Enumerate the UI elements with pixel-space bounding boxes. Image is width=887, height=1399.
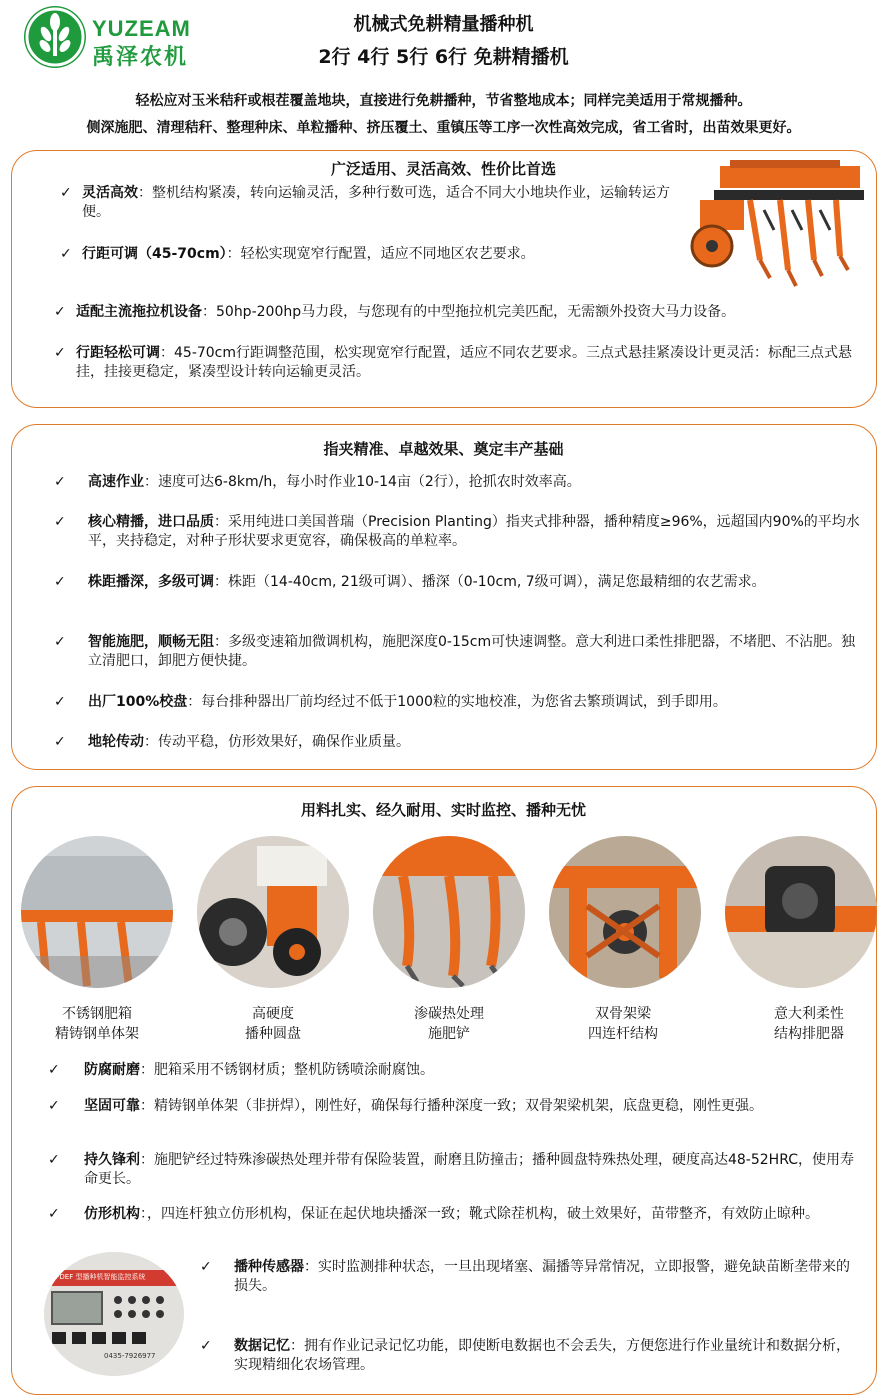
- photo-caption: 意大利柔性 结构排肥器: [774, 1006, 844, 1042]
- checkmark-icon: ✓: [54, 514, 66, 530]
- checkmark-icon: ✓: [54, 634, 66, 650]
- checkmark-icon: ✓: [54, 574, 66, 590]
- checkmark-icon: ✓: [60, 246, 72, 262]
- checkmark-icon: ✓: [54, 304, 66, 320]
- list-item: [60, 245, 680, 264]
- list-item: [54, 513, 864, 551]
- item-text: ：多级变速箱加微调机构，施肥深度0-15cm可快速调整。意大利进口柔性排肥器，不堵肥、不沾肥。独立清肥口，卸肥方便快捷。: [88, 634, 856, 669]
- item-text: ：，四连杆独立仿形机构，保证在起伏地块播深一致；靴式除茬机构，破土效果好，苗带整齐，有效防止晾种。: [140, 1206, 819, 1222]
- list-item: [54, 344, 854, 382]
- checkmark-icon: ✓: [200, 1338, 212, 1354]
- checkmark-icon: ✓: [48, 1062, 60, 1078]
- page-subtitle: 2行 4行 5行 6行 免耕精播机: [318, 46, 569, 68]
- list-item: [54, 693, 864, 712]
- photo-caption: 双骨架梁 四连杆结构: [588, 1006, 658, 1042]
- item-text: ：45-70cm行距调整范围，松实现宽窄行配置，适应不同农艺要求。三点式悬挂紧凑设计更灵活：标配三点式悬挂，挂接更稳定，紧凑型设计转向运输更灵活。: [76, 345, 853, 380]
- list-item: [48, 1061, 858, 1080]
- checkmark-icon: ✓: [48, 1152, 60, 1168]
- item-text: ：精铸钢单体架（非拼焊），刚性好，确保每行播种深度一致；双骨架梁机架，底盘更稳，刚性更强。: [140, 1098, 763, 1114]
- list-item: [54, 303, 864, 322]
- checkmark-icon: ✓: [200, 1259, 212, 1275]
- item-text: ：肥箱采用不锈钢材质；整机防锈喷涂耐腐蚀。: [140, 1062, 434, 1078]
- item-text: ：株距（14-40cm, 21级可调）、播深（0-10cm, 7级可调），满足您最精细的农艺需求。: [214, 574, 766, 590]
- item-label: 核心精播，进口品质: [88, 514, 214, 530]
- checkmark-icon: ✓: [60, 185, 72, 201]
- item-text: ：整机结构紧凑，转向运输灵活，多种行数可选，适合不同大小地块作业，运输转运方便。: [82, 185, 670, 220]
- item-label: 行距轻松可调: [76, 345, 160, 361]
- list-item: [200, 1337, 856, 1375]
- fertilizer-shovel-photo: [373, 836, 525, 988]
- list-item: [200, 1258, 856, 1296]
- item-label: 行距可调（45-70cm）: [82, 246, 227, 262]
- list-item: [54, 733, 864, 752]
- item-text: ：拥有作业记录记忆功能，即使断电数据也不会丢失，方便您进行作业量统计和数据分析，实现精细化农场管理。: [234, 1338, 850, 1373]
- item-text: ：速度可达6-8km/h，每小时作业10-14亩（2行），抢抓农时效率高。: [144, 474, 581, 490]
- checkmark-icon: ✓: [48, 1206, 60, 1222]
- photo-caption: 不锈钢肥箱 精铸钢单体架: [55, 1006, 139, 1042]
- photo-caption: 高硬度 播种圆盘: [245, 1006, 301, 1042]
- panel-phone: 0435-7926977: [104, 1352, 156, 1360]
- item-text: ：施肥铲经过特殊渗碳热处理并带有保险装置，耐磨且防撞击；播种圆盘特殊热处理，硬度高达48-52HRC，使用寿命更长。: [84, 1152, 855, 1187]
- checkmark-icon: ✓: [54, 345, 66, 361]
- checkmark-icon: ✓: [54, 474, 66, 490]
- list-item: [54, 473, 854, 492]
- item-label: 株距播深，多级可调: [88, 574, 214, 590]
- panel-label: SX-DEF 型播种机智能监控系统: [48, 1273, 146, 1281]
- item-label: 地轮传动: [88, 734, 144, 750]
- section-title: 广泛适用、灵活高效、性价比首选: [330, 160, 556, 178]
- metering-device-photo: [725, 836, 877, 988]
- brand-name-cn: 禹泽农机: [92, 45, 189, 70]
- item-text: ：实时监测排种状态，一旦出现堵塞、漏播等异常情况，立即报警，避免缺苗断垄带来的损失。: [234, 1259, 850, 1294]
- item-text: ：50hp-200hp马力段，与您现有的中型拖拉机完美匹配，无需额外投资大马力设备。: [202, 304, 736, 320]
- item-label: 出厂100%校盘: [88, 694, 188, 710]
- item-label: 防腐耐磨: [84, 1062, 140, 1078]
- brand-name-en: YUZEAM: [92, 16, 191, 41]
- item-text: ：传动平稳，仿形效果好，确保作业质量。: [144, 734, 410, 750]
- section-title: 指夹精准、卓越效果、奠定丰产基础: [323, 440, 564, 458]
- item-label: 数据记忆: [234, 1338, 290, 1354]
- fertilizer-box-photo: [21, 836, 173, 988]
- checkmark-icon: ✓: [48, 1098, 60, 1114]
- list-item: [54, 573, 864, 592]
- item-label: 灵活高效: [82, 185, 138, 201]
- seeding-disc-photo: [197, 836, 349, 988]
- monitor-panel-photo: [44, 1252, 184, 1376]
- item-label: 高速作业: [88, 474, 144, 490]
- list-item: [54, 633, 864, 671]
- list-item: [48, 1151, 858, 1189]
- item-label: 智能施肥，顺畅无阻: [88, 634, 214, 650]
- item-text: ：采用纯进口美国普瑞（Precision Planting）指夹式排种器，播种精度≥96%，远超国内90%的平均水平，夹持稳定，对种子形状要求更宽容，确保极高的单粒率。: [88, 514, 860, 549]
- item-label: 播种传感器: [234, 1259, 304, 1275]
- intro-line-1: 轻松应对玉米秸秆或根茬覆盖地块，直接进行免耕播种，节省整地成本；同样完美适用于常规播种。: [135, 93, 752, 109]
- item-label: 仿形机构: [84, 1206, 140, 1222]
- item-label: 持久锋利: [84, 1152, 140, 1168]
- photo-caption: 渗碳热处理 施肥铲: [414, 1006, 484, 1042]
- item-label: 坚固可靠: [84, 1098, 140, 1114]
- item-label: 适配主流拖拉机设备: [76, 304, 202, 320]
- list-item: [48, 1205, 858, 1224]
- item-text: ：每台排种器出厂前均经过不低于1000粒的实地校准，为您省去繁琐调试，到手即用。: [187, 694, 727, 710]
- page-title: 机械式免耕精量播种机: [353, 14, 534, 35]
- frame-linkage-photo: [549, 836, 701, 988]
- item-text: ：轻松实现宽窄行配置，适应不同地区农艺要求。: [226, 246, 535, 262]
- section-title: 用料扎实、经久耐用、实时监控、播种无忧: [300, 801, 586, 819]
- intro-line-2: 侧深施肥、清理秸秆、整理种床、单粒播种、挤压覆土、重镇压等工序一次性高效完成，省工省时，出苗效果更好。: [86, 120, 801, 136]
- checkmark-icon: ✓: [54, 694, 66, 710]
- list-item: [48, 1097, 858, 1116]
- checkmark-icon: ✓: [54, 734, 66, 750]
- list-item: [60, 184, 680, 222]
- planter-machine-image: [690, 160, 870, 288]
